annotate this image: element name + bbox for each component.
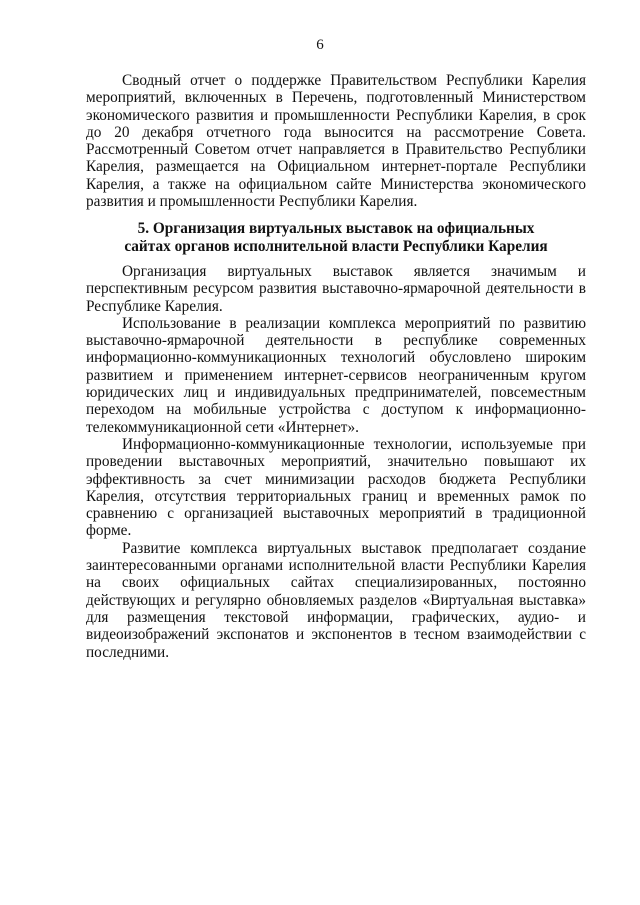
paragraph-ict-usage: Использование в реализации комплекса мероприятий по развитию выставочно-ярмарочной деятельности в республике современных информационно-коммуникационных технологий обусловлено широким развитием и применением интернет-сервисов неограниченным кругом юридических лиц и индивидуальных предпринимателей, повсеместным переходом на мобильные устройства с доступом к информационно-телекоммуникационной сети «Интернет».: [86, 314, 586, 436]
page-number: 6: [316, 37, 324, 53]
paragraph-summary-report: Сводный отчет о поддержке Правительством Республики Карелия мероприятий, включенных в Перечень, подготовленный Министерством экономического развития и промышленности Республики Карелия, в срок до 20 декабря отчетного года выносится на рассмотрение Совета. Рассмотренный Советом отчет направляется в Правительство Республики Карелия, размещается на Официальном интернет-портале Республики Карелия, а также на официальном сайте Министерства экономического развития и промышленности Республики Карелия.: [86, 72, 586, 211]
paragraph-virtual-exhibitions-intro: Организация виртуальных выставок является значимым и перспективным ресурсом развития выставочно-ярмарочной деятельности в Республике Карелия.: [86, 262, 586, 315]
paragraph-development-complex: Развитие комплекса виртуальных выставок предполагает создание заинтересованными органами исполнительной власти Республики Карелия на своих официальных сайтах специализированных, постоянно действующих и регулярно обновляемых разделов «Виртуальная выставка» для размещения текстовой информации, графических, аудио- и видеоизображений экспонатов и экспонентов в тесном взаимодействии с последними.: [86, 539, 586, 661]
paragraph-ict-efficiency: Информационно-коммуникационные технологии, используемые при проведении выставочных мероприятий, значительно повышают их эффективность за счет минимизации расходов бюджета Республики Карелия, отсутствия территориальных границ и временных рамок по сравнению с организацией выставочных мероприятий в традиционной форме.: [86, 435, 586, 540]
section-heading-line-1: 5. Организация виртуальных выставок на официальных: [137, 220, 535, 238]
section-heading: [86, 220, 586, 255]
document-body: [86, 72, 586, 661]
section-heading-line-2: сайтах органов исполнительной власти Республики Карелия: [124, 237, 548, 255]
